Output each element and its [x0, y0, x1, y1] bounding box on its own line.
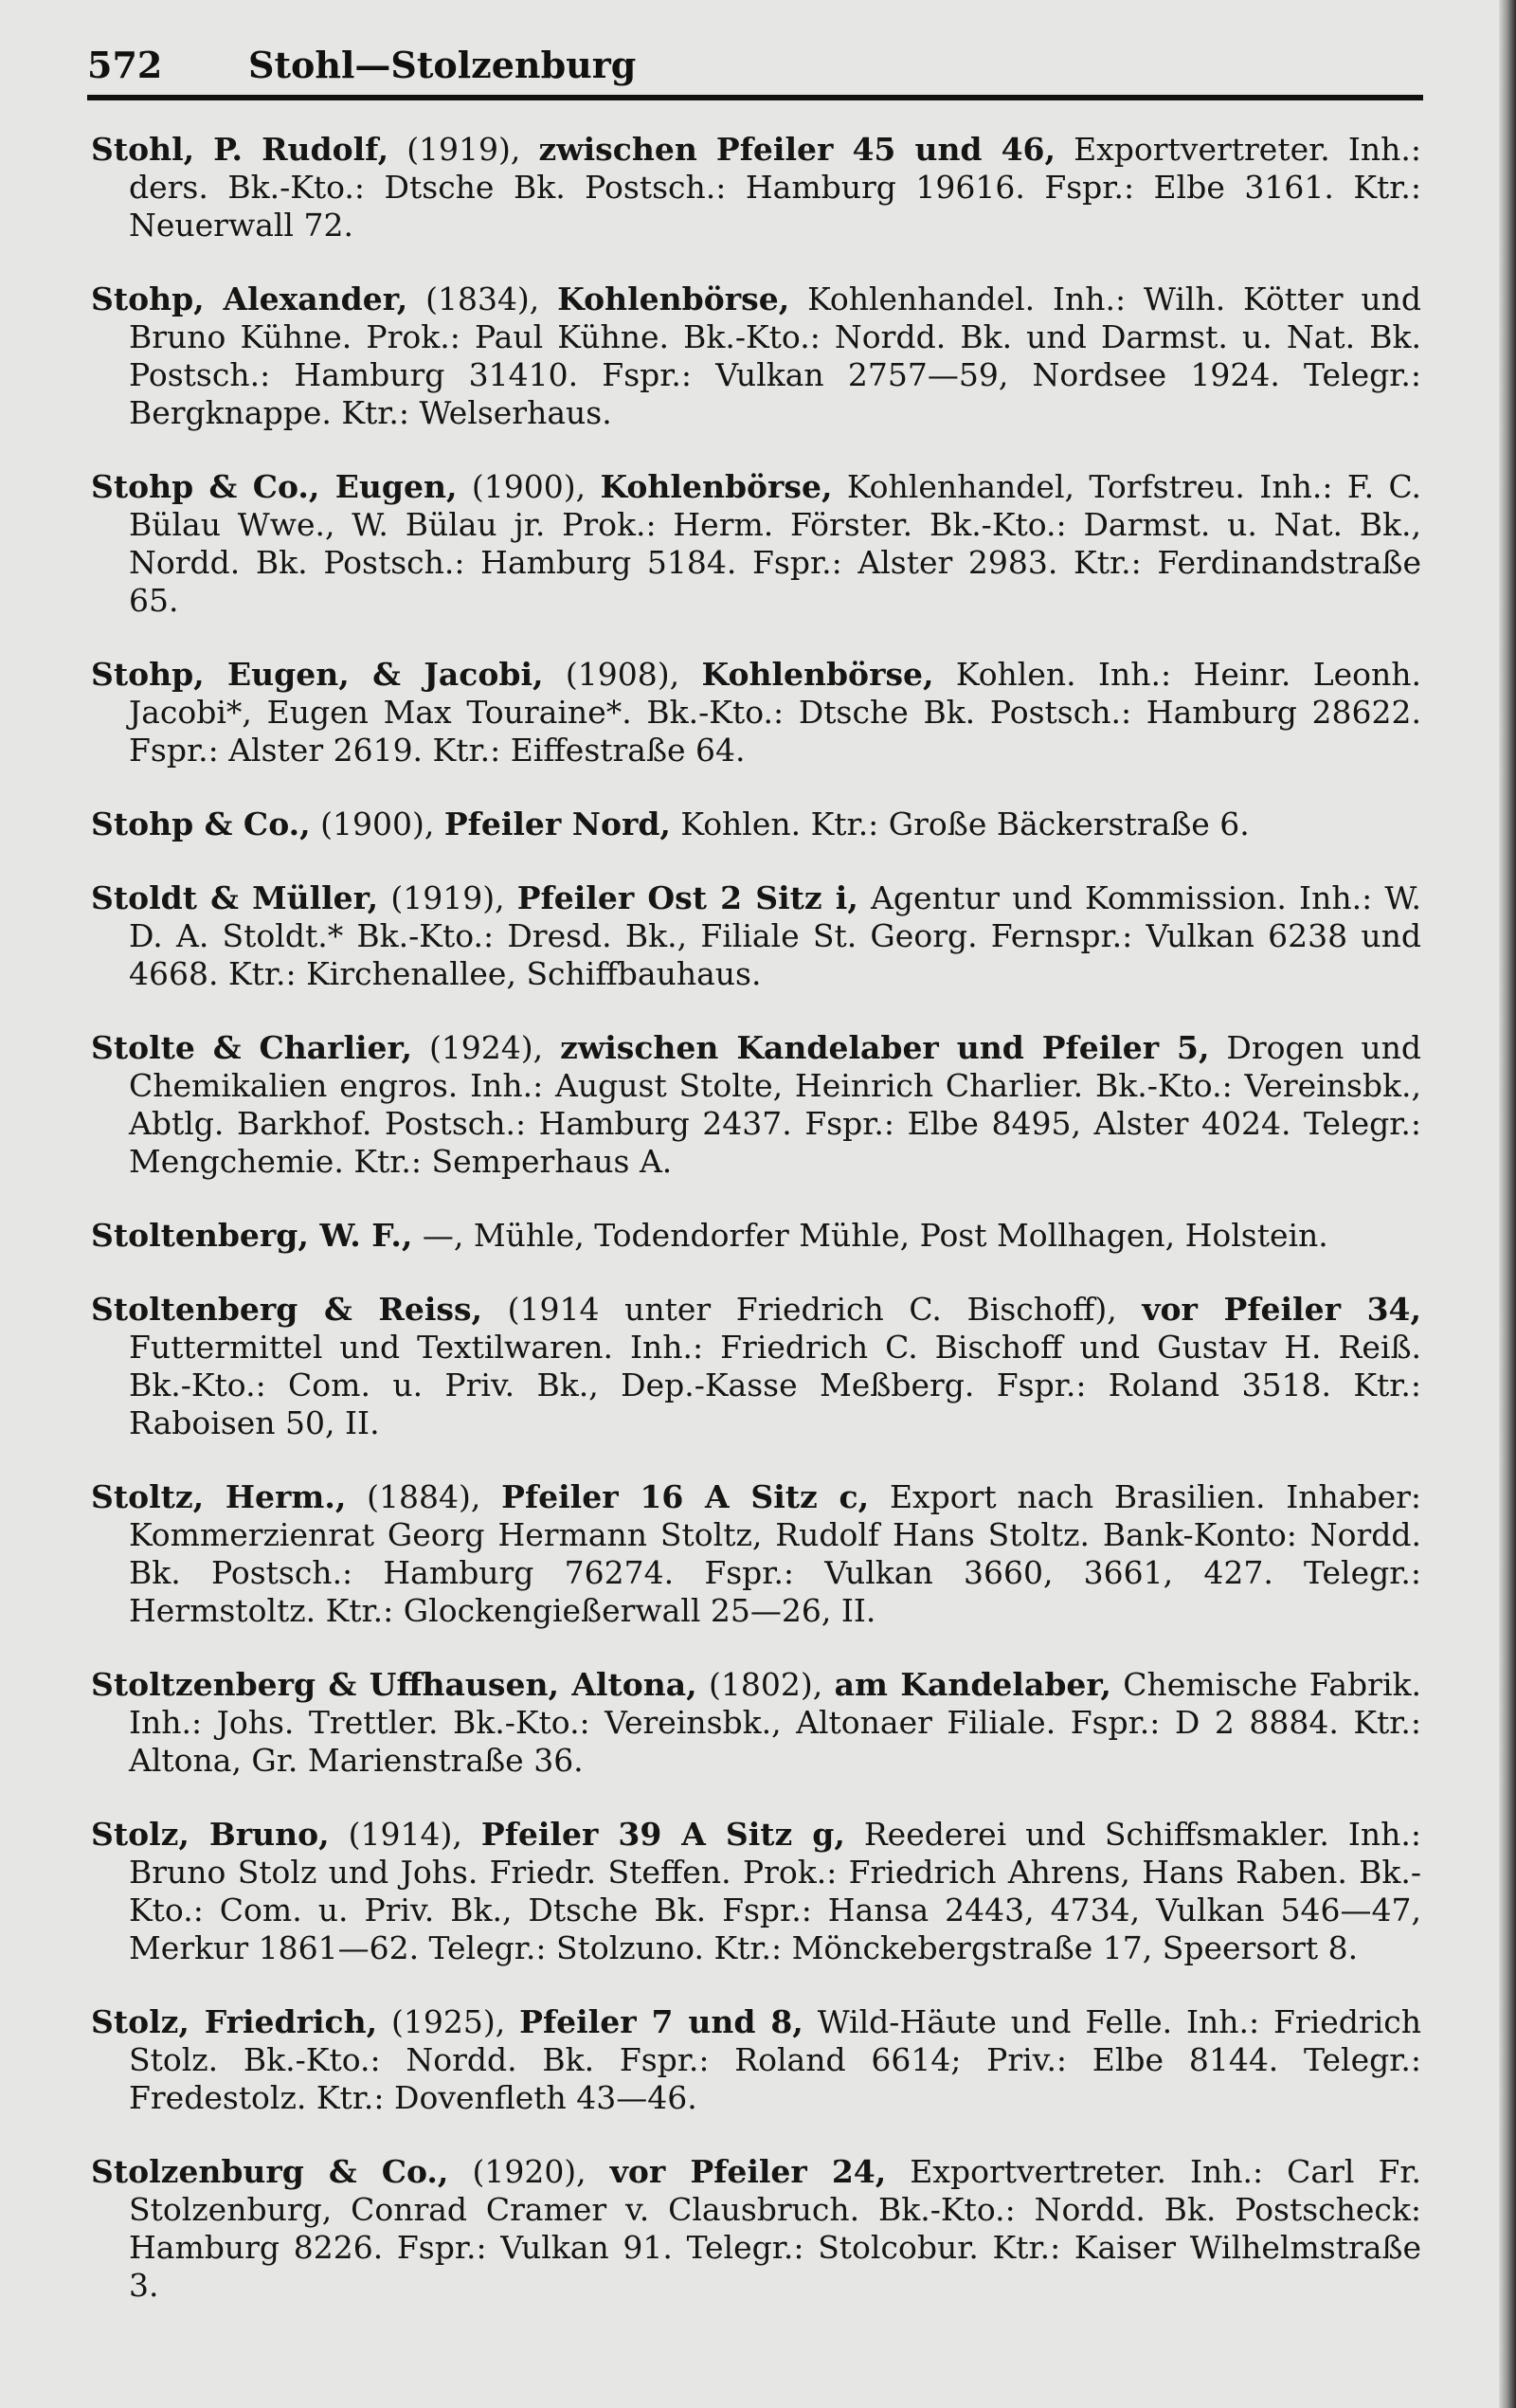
- founding-year: (1802),: [708, 1666, 823, 1703]
- exchange-location: vor Pfeiler 34,: [1142, 1291, 1421, 1328]
- entry-details: Exportvertreter. Inh.: ders. Bk.-Kto.: Dtsche Bk. Postsch.: Hamburg 19616. Fspr.: Elbe 3161. Ktr.: Neuerwall 72.: [129, 131, 1421, 244]
- founding-year: (1900),: [471, 468, 587, 505]
- firm-name: Stolz, Bruno,: [91, 1816, 330, 1853]
- exchange-location: Kohlenbörse,: [600, 468, 833, 505]
- firm-name: Stolte & Charlier,: [91, 1029, 413, 1066]
- firm-name: Stolz, Friedrich,: [91, 2003, 378, 2040]
- entry-details: Kohlenhandel, Torfstreu. Inh.: F. C. Bülau Wwe., W. Bülau jr. Prok.: Herm. Förster. Bk.-Kto.: Darmst. u. Nat. Bk., Nordd. Bk. Postsch.: Hamburg 5184. Fspr.: Alster 2983. Ktr.: Ferdinandstraße 65.: [129, 468, 1422, 619]
- founding-year: (1924),: [428, 1029, 544, 1066]
- page-number: 572: [87, 44, 163, 86]
- founding-year: (1919),: [406, 131, 521, 168]
- exchange-location: Pfeiler Ost 2 Sitz i,: [516, 879, 858, 916]
- exchange-location: Pfeiler 16 A Sitz c,: [501, 1478, 870, 1515]
- firm-name: Stoltzenberg & Uffhausen, Altona,: [91, 1666, 697, 1703]
- founding-year: (1908),: [565, 656, 680, 693]
- directory-entry: [91, 879, 1421, 993]
- founding-year: (1919),: [390, 879, 505, 916]
- exchange-location: zwischen Kandelaber und Pfeiler 5,: [560, 1029, 1210, 1066]
- directory-entry: [91, 281, 1421, 432]
- firm-name: Stohp, Eugen, & Jacobi,: [91, 656, 544, 693]
- page-edge-shadow: [1499, 0, 1516, 2408]
- running-title: Stohl—Stolzenburg: [248, 44, 637, 86]
- entry-details: Futtermittel und Textilwaren. Inh.: Friedrich C. Bischoff und Gustav H. Reiß. Bk.-Kto.: Com. u. Priv. Bk., Dep.-Kasse Meßberg. Fspr.: Roland 3518. Ktr.: Raboisen 50, II.: [129, 1329, 1421, 1441]
- exchange-location: Pfeiler 7 und 8,: [519, 2003, 803, 2040]
- entry-details: Chemische Fabrik. Inh.: Johs. Trettler. Bk.-Kto.: Vereinsbk., Altonaer Filiale. Fspr.: D 2 8884. Ktr.: Altona, Gr. Marienstraße 36.: [129, 1666, 1421, 1779]
- firm-name: Stolzenburg & Co.,: [91, 2153, 449, 2190]
- founding-year: (1884),: [367, 1478, 481, 1515]
- firm-name: Stohl, P. Rudolf,: [91, 131, 389, 168]
- directory-entry: [91, 656, 1421, 769]
- directory-entry: [91, 1666, 1421, 1780]
- exchange-location: Kohlenbörse,: [701, 656, 934, 693]
- entry-details: Agentur und Kommission. Inh.: W. D. A. Stoldt.* Bk.-Kto.: Dresd. Bk., Filiale St. Georg. Fernspr.: Vulkan 6238 und 4668. Ktr.: Kirchenallee, Schiffbauhaus.: [129, 879, 1421, 992]
- entry-details: Kohlen. Inh.: Heinr. Leonh. Jacobi*, Eugen Max Touraine*. Bk.-Kto.: Dtsche Bk. Postsch.: Hamburg 28622. Fspr.: Alster 2619. Ktr.: Eiffestraße 64.: [129, 656, 1421, 769]
- entry-details: Export nach Brasilien. Inhaber: Kommerzienrat Georg Hermann Stoltz, Rudolf Hans Stoltz. Bank-Konto: Nordd. Bk. Postsch.: Hamburg 76274. Fspr.: Vulkan 3660, 3661, 427. Telegr.: Hermstoltz. Ktr.: Glockengießerwall 25—26, II.: [129, 1478, 1421, 1629]
- entry-list: [91, 131, 1421, 2341]
- entry-details: Reederei und Schiffsmakler. Inh.: Bruno Stolz und Johs. Friedr. Steffen. Prok.: Friedrich Ahrens, Hans Raben. Bk.-Kto.: Com. u. Priv. Bk., Dtsche Bk. Fspr.: Hansa 2443, 4734, Vulkan 546—47, Merkur 1861—62. Telegr.: Stolzuno. Ktr.: Mönckebergstraße 17, Speersort 8.: [129, 1816, 1422, 1966]
- directory-entry: [91, 2003, 1421, 2117]
- founding-year: —,: [422, 1217, 464, 1254]
- entry-details: Kohlen. Ktr.: Große Bäckerstraße 6.: [680, 806, 1250, 842]
- entry-details: Exportvertreter. Inh.: Carl Fr. Stolzenburg, Conrad Cramer v. Clausbruch. Bk.-Kto.: Nordd. Bk. Postscheck: Hamburg 8226. Fspr.: Vulkan 91. Telegr.: Stolcobur. Ktr.: Kaiser Wilhelmstraße 3.: [129, 2153, 1422, 2304]
- entry-details: Kohlenhandel. Inh.: Wilh. Kötter und Bruno Kühne. Prok.: Paul Kühne. Bk.-Kto.: Nordd. Bk. und Darmst. u. Nat. Bk. Postsch.: Hamburg 31410. Fspr.: Vulkan 2757—59, Nordsee 1924. Telegr.: Bergknappe. Ktr.: Welserhaus.: [129, 281, 1421, 431]
- exchange-location: vor Pfeiler 24,: [609, 2153, 887, 2190]
- directory-entry: [91, 468, 1421, 620]
- firm-name: Stoldt & Müller,: [91, 879, 379, 916]
- founding-year: (1834),: [425, 281, 540, 317]
- directory-entry: [91, 2153, 1421, 2305]
- directory-entry: [91, 1291, 1421, 1442]
- founding-year: (1914 unter Friedrich C. Bischoff),: [507, 1291, 1117, 1328]
- directory-entry: [91, 806, 1421, 843]
- founding-year: (1925),: [391, 2003, 506, 2040]
- directory-entry: [91, 1217, 1421, 1255]
- firm-name: Stohp & Co.,: [91, 806, 311, 842]
- directory-entry: [91, 1029, 1421, 1181]
- exchange-location: Pfeiler 39 A Sitz g,: [480, 1816, 845, 1853]
- directory-entry: [91, 131, 1421, 244]
- founding-year: (1920),: [472, 2153, 587, 2190]
- firm-name: Stoltenberg, W. F.,: [91, 1217, 413, 1254]
- firm-name: Stohp, Alexander,: [91, 281, 408, 317]
- directory-entry: [91, 1478, 1421, 1630]
- entry-details: Mühle, Todendorfer Mühle, Post Mollhagen, Holstein.: [473, 1217, 1328, 1254]
- entry-details: Wild-Häute und Felle. Inh.: Friedrich Stolz. Bk.-Kto.: Nordd. Bk. Fspr.: Roland 6614; Priv.: Elbe 8144. Telegr.: Fredestolz. Ktr.: Dovenfleth 43—46.: [129, 2003, 1421, 2116]
- exchange-location: am Kandelaber,: [834, 1666, 1111, 1703]
- entry-details: Drogen und Chemikalien engros. Inh.: August Stolte, Heinrich Charlier. Bk.-Kto.: Vereinsbk., Abtlg. Barkhof. Postsch.: Hamburg 2437. Fspr.: Elbe 8495, Alster 4024. Telegr.: Mengchemie. Ktr.: Semperhaus A.: [129, 1029, 1421, 1180]
- firm-name: Stoltenberg & Reiss,: [91, 1291, 483, 1328]
- exchange-location: Kohlenbörse,: [557, 281, 790, 317]
- exchange-location: zwischen Pfeiler 45 und 46,: [538, 131, 1056, 168]
- header-rule: [87, 95, 1423, 100]
- exchange-location: Pfeiler Nord,: [443, 806, 671, 842]
- page-header: [87, 34, 1423, 95]
- founding-year: (1900),: [320, 806, 435, 842]
- directory-entry: [91, 1816, 1421, 1967]
- firm-name: Stohp & Co., Eugen,: [91, 468, 458, 505]
- founding-year: (1914),: [348, 1816, 462, 1853]
- firm-name: Stoltz, Herm.,: [91, 1478, 347, 1515]
